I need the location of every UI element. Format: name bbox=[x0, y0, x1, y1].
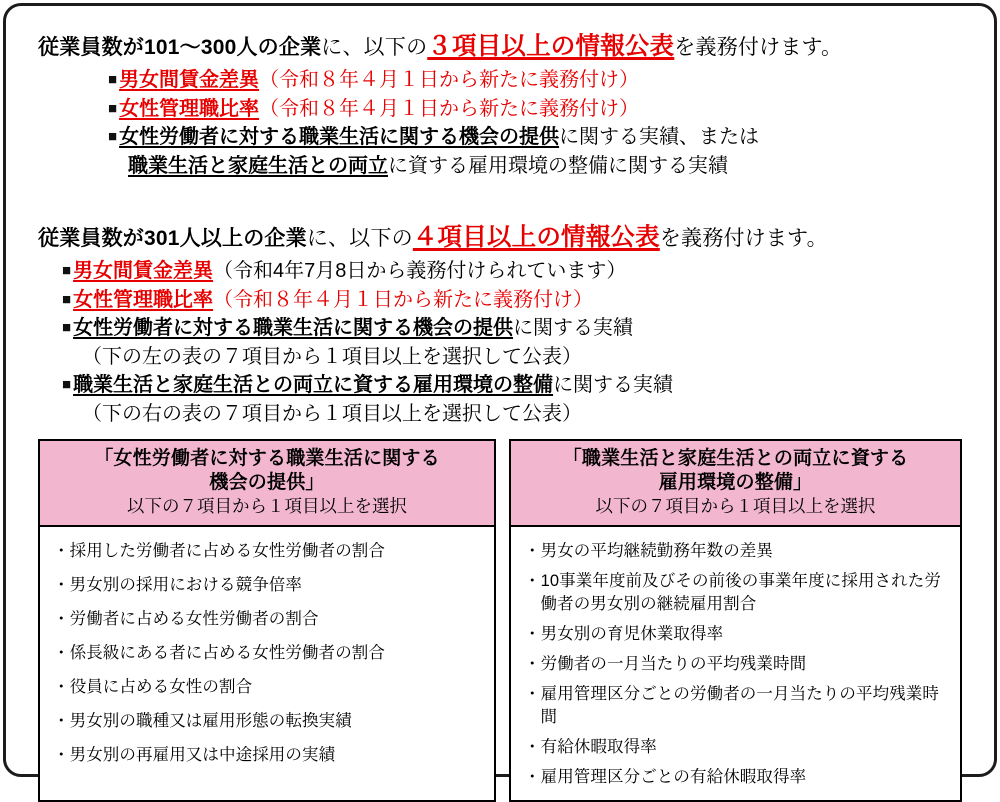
table-opportunity-title-line1: 「女性労働者に対する職業生活に関する bbox=[94, 448, 440, 469]
table-environment-title-line2: 雇用環境の整備」 bbox=[658, 471, 813, 493]
list-item: ・男女別の育児休業取得率 bbox=[524, 625, 724, 643]
section2-heading-mid: に、以下の bbox=[306, 227, 413, 250]
table-environment bbox=[509, 439, 962, 802]
section1-heading-tail: を義務付けます。 bbox=[674, 36, 843, 59]
section1-heading-highlight: ３項目以上の情報公表 bbox=[427, 33, 675, 60]
bullet-female-manager-ratio-label: 女性管理職比率 bbox=[119, 97, 260, 120]
square-bullet-icon: ■ bbox=[62, 376, 72, 393]
list-item: ・10事業年度前及びその前後の事業年度に採用された労働者の男女別の継続雇用割合 bbox=[524, 572, 941, 613]
bullet-opportunity-rest: に関する実績、または bbox=[559, 126, 760, 148]
bullet-environment-301-subnote: （下の右の表の７項目から１項目以上を選択して公表） bbox=[82, 402, 582, 425]
list-item: ・男女別の採用における競争倍率 bbox=[53, 576, 302, 594]
list-item: ・男女別の再雇用又は中途採用の実績 bbox=[53, 746, 336, 764]
bullet-female-manager-ratio-note: （令和８年４月１日から新たに義務付け） bbox=[259, 97, 640, 120]
square-bullet-icon: ■ bbox=[108, 71, 118, 88]
bullet-wage-gap-label: 男女間賃金差異 bbox=[119, 69, 260, 91]
square-bullet-icon: ■ bbox=[62, 290, 72, 308]
bullet-environment-301-rest: に関する実績 bbox=[553, 374, 674, 396]
square-bullet-icon: ■ bbox=[62, 262, 72, 279]
list-item: ・雇用管理区分ごとの労働者の一月当たりの平均残業時間 bbox=[524, 685, 939, 726]
list-item: ・労働者の一月当たりの平均残業時間 bbox=[524, 655, 807, 673]
bullet-opportunity-strong: 女性労働者に対する職業生活に関する機会の提供 bbox=[119, 126, 560, 148]
section2-bullet-list bbox=[38, 257, 962, 428]
bullet-wage-gap-301 bbox=[62, 257, 962, 286]
table-environment-body bbox=[511, 527, 960, 800]
square-bullet-icon: ■ bbox=[108, 99, 118, 117]
section2-heading bbox=[38, 222, 962, 254]
bullet-female-manager-ratio-301-label: 女性管理職比率 bbox=[73, 288, 214, 311]
table-opportunity-body bbox=[40, 527, 494, 782]
list-item: ・男女の平均継続勤務年数の差異 bbox=[524, 542, 773, 560]
bullet-female-manager-ratio-301 bbox=[62, 286, 962, 315]
section-101-300 bbox=[38, 31, 962, 180]
section2-heading-lead: 従業員数が301人以上の企業 bbox=[38, 227, 307, 250]
section1-heading bbox=[38, 31, 962, 63]
table-opportunity-header bbox=[40, 441, 494, 527]
section1-heading-mid: に、以下の bbox=[321, 36, 428, 59]
list-item: ・係長級にある者に占める女性労働者の割合 bbox=[53, 644, 385, 662]
section-301-plus bbox=[38, 222, 962, 428]
square-bullet-icon: ■ bbox=[108, 128, 118, 145]
bullet-wage-gap-301-label: 男女間賃金差異 bbox=[73, 260, 214, 282]
list-item: ・労働者に占める女性労働者の割合 bbox=[53, 610, 319, 628]
section2-heading-highlight: ４項目以上の情報公表 bbox=[412, 224, 660, 251]
section1-bullet-list bbox=[38, 66, 962, 180]
table-environment-subtitle: 以下の７項目から１項目以上を選択 bbox=[595, 496, 876, 516]
document-content bbox=[6, 6, 994, 802]
table-environment-title-line1: 「職業生活と家庭生活との両立に資する bbox=[562, 448, 909, 469]
table-opportunity bbox=[38, 439, 496, 802]
bullet-opportunity-301-strong: 女性労働者に対する職業生活に関する機会の提供 bbox=[73, 317, 514, 339]
bullet-opportunity-301-subnote: （下の左の表の７項目から１項目以上を選択して公表） bbox=[82, 345, 582, 368]
bullet-female-manager-ratio-301-note: （令和８年４月１日から新たに義務付け） bbox=[213, 288, 594, 311]
bullet-wage-gap-301-note: （令和4年7月8日から義務付けられています） bbox=[213, 260, 627, 282]
bullet-environment-strong: 職業生活と家庭生活との両立 bbox=[128, 154, 388, 177]
list-item: ・男女別の職種又は雇用形態の転換実績 bbox=[53, 712, 352, 730]
bullet-opportunity-301-rest: に関する実績 bbox=[513, 317, 634, 339]
bullet-environment-rest: に資する雇用環境の整備に関する実績 bbox=[388, 154, 728, 177]
list-item: ・雇用管理区分ごとの有給休暇取得率 bbox=[524, 768, 807, 786]
square-bullet-icon: ■ bbox=[62, 319, 72, 336]
bullet-female-manager-ratio bbox=[108, 95, 962, 124]
bullet-wage-gap bbox=[108, 66, 962, 95]
section2-heading-tail: を義務付けます。 bbox=[659, 227, 828, 250]
list-item: ・有給休暇取得率 bbox=[524, 738, 657, 756]
table-opportunity-subtitle: 以下の７項目から１項目以上を選択 bbox=[127, 496, 407, 516]
bullet-environment-301 bbox=[62, 371, 962, 400]
bullet-environment-301-strong: 職業生活と家庭生活との両立に資する雇用環境の整備 bbox=[73, 374, 554, 396]
table-environment-header bbox=[511, 441, 960, 527]
document-frame bbox=[3, 3, 997, 786]
bullet-opportunity-or-environment bbox=[108, 123, 962, 152]
bullet-wage-gap-note: （令和８年４月１日から新たに義務付け） bbox=[259, 69, 640, 91]
bullet-opportunity-or-environment-line2 bbox=[108, 152, 962, 181]
table-opportunity-title-line2: 機会の提供」 bbox=[209, 471, 325, 493]
bullet-opportunity-301 bbox=[62, 314, 962, 343]
list-item: ・役員に占める女性の割合 bbox=[53, 678, 253, 696]
section1-heading-lead: 従業員数が101～300人の企業 bbox=[38, 36, 322, 59]
selection-tables bbox=[38, 439, 962, 802]
list-item: ・採用した労働者に占める女性労働者の割合 bbox=[53, 542, 385, 560]
